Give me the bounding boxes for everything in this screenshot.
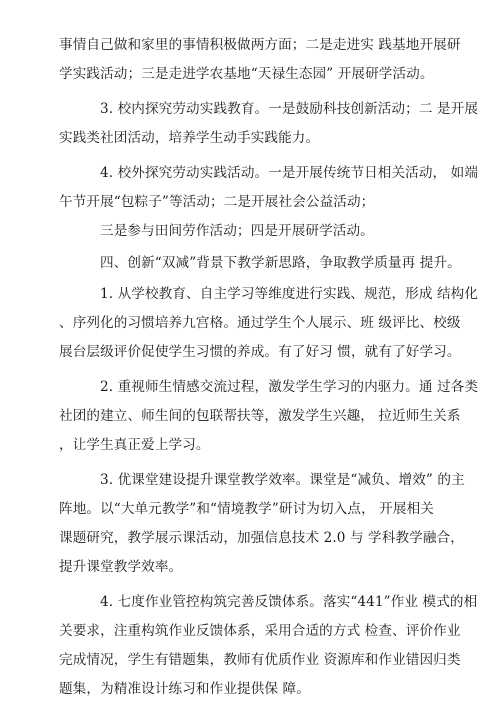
section-heading: 四、创新“双减”背景下教学新思路，争取教学质量再 提升。 bbox=[100, 255, 461, 271]
text-line: 事情自己做和家里的事情积极做两方面；二是走进实 践基地开展研 bbox=[59, 37, 461, 53]
text-line: ，让学生真正爱上学习。 bbox=[59, 437, 210, 453]
text-line: 2. 重视师生情感交流过程，激发学生学习的内驱力。通 过各类 bbox=[100, 379, 479, 395]
text-line: 1. 从学校教育、自主学习等维度进行实践、规范，形成 结构化 bbox=[100, 286, 479, 302]
text-line: 3. 优课堂建设提升课堂教学效率。课堂是“减负、增效” 的主 bbox=[100, 472, 465, 488]
text-line: 学实践活动；三是走进学农基地“天禄生态园” 开展研学活动。 bbox=[59, 66, 434, 82]
text-line: 题集，为精准设计练习和作业提供保 障。 bbox=[59, 681, 310, 697]
text-line: 课题研究，教学展示课活动，加强信息技术 2.0 与 学科教学融合， bbox=[59, 530, 464, 546]
text-line: 提升课堂教学效率。 bbox=[59, 559, 183, 575]
text-line: 、序列化的习惯培养九宫格。通过学生个人展示、班 级评比、校级 bbox=[59, 315, 461, 331]
text-line: 关要求，注重构筑作业反馈体系，采用合适的方式 检查、评价作业 bbox=[59, 623, 461, 639]
text-line: 3. 校内探究劳动实践教育。一是鼓励科技创新活动；二 是开展 bbox=[100, 101, 479, 117]
text-line: 展台层级评价促使学生习惯的养成。有了好习 惯，就有了好学习。 bbox=[59, 344, 461, 360]
text-line: 午节开展“包粽子”等活动；二是开展社会公益活动； bbox=[59, 194, 375, 210]
text-line: 4. 七度作业管控构筑完善反馈体系。落实“441”作业 模式的相 bbox=[100, 594, 478, 610]
text-line: 阵地。以“大单元教学”和“情境教学”研讨为切入点， 开展相关 bbox=[59, 501, 434, 517]
text-line: 完成情况，学生有错题集，教师有优质作业 资源库和作业错因归类 bbox=[59, 652, 461, 668]
text-line: 社团的建立、师生间的包联帮扶等，激发学生兴趣， 拉近师生关系 bbox=[59, 408, 461, 424]
text-line: 4. 校外探究劳动实践活动。一是开展传统节日相关活动， 如端 bbox=[100, 165, 479, 181]
text-line: 三是参与田间劳作活动；四是开展研学活动。 bbox=[100, 223, 374, 239]
text-line: 实践类社团活动，培养学生动手实践能力。 bbox=[59, 130, 320, 146]
